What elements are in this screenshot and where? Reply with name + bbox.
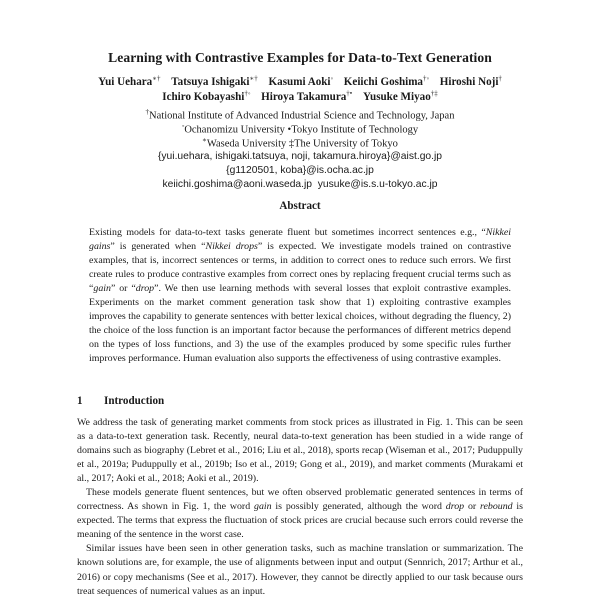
affiliation: ◦Ochanomizu University •Tokyo Institute of Technology [181,122,419,136]
paragraph: We address the task of generating market comments from stock prices as illustrated in Fig. 1. This can be seen as a data-to-text generation task. Recently, neural data-to-text generation has been studied in a wide range of domains such as biography (Lebret et al., 2016; Liu et al., 2018), sports recap (Wiseman et al., 2017; Puduppully et al., 2019a; Puduppully et al., 2019b; Iso et al., 2019; Gong et al., 2019), and market comments (Murakami et al., 2017; Aoki et al., 2018; Aoki et al., 2019). [77,417,523,485]
affiliation: ∗Waseda University ‡The University of Tokyo [202,136,398,150]
section-heading: 1 Introduction [77,395,165,407]
author-email: {g1120501, koba}@is.ocha.ac.jp [226,165,374,176]
author: Hiroya Takamura†• [261,89,353,103]
abstract-heading: Abstract [279,200,321,212]
author-line-2 [0,86,600,104]
author: Yui Uehara∗† [98,74,161,88]
author: Tatsuya Ishigaki∗† [171,74,258,88]
affiliation: †National Institute of Advanced Industrial Science and Technology, Japan [145,108,455,122]
author: Keiichi Goshima†◦ [343,74,429,88]
author: Yusuke Miyao†‡ [363,89,438,103]
author: Kasumi Aoki◦ [268,74,333,88]
paragraph: These models generate fluent sentences, but we often observed problematic generated sentences in terms of correctness. As shown in Fig. 1, the word gain is possibly generated, although the word drop or rebound is expected. The terms that express the fluctuation of stock prices are crucial because such errors could reverse the meaning of the sentence in the worst case. [77,487,524,541]
author: Ichiro Kobayashi†◦ [162,89,251,103]
author-email: {yui.uehara, ishigaki.tatsuya, noji, takamura.hiroya}@aist.go.jp [157,151,443,162]
introduction-text [77,416,523,599]
paragraph: Similar issues have been seen in other generation tasks, such as machine translation or summarization. The known solutions are, for example, the use of alignments between input and output (Sennrich, 2017; Arthur et al., 2016) or copy mechanisms (See et al., 2017). However, they cannot be directly applied to our task because ours treat sequences of numerical values as an input. [77,543,523,597]
paper-title: Learning with Contrastive Examples for Data-to-Text Generation [108,50,492,65]
author: Hiroshi Noji† [439,74,502,88]
abstract-text: Existing models for data-to-text tasks generate fluent but sometimes incorrect sentences e.g., “Nikkei gains” is generated when “Nikkei drops” is expected. We investigate models trained on contrastive examples, that is, incorrect sentences or terms, in addition to correct ones to reduce such errors. We first create rules to produce contrastive examples from correct ones by replacing frequent crucial terms such as “gain” or “drop”. We then use learning methods with several losses that exploit contrastive examples. Experiments on the market comment generation task show that 1) exploiting contrastive examples improves the capability to generate sentences with better lexical choices, without degrading the fluency, 2) the choice of the loss function is an important factor because the performances of different metrics depend on the types of loss functions, and 3) the use of the examples produced by some specific rules further improves performance. Human evaluation also supports the effectiveness of using contrastive examples. [89,227,512,365]
author-email: keiichi.goshima@aoni.waseda.jp yusuke@is.s.u-tokyo.ac.jp [162,179,438,190]
